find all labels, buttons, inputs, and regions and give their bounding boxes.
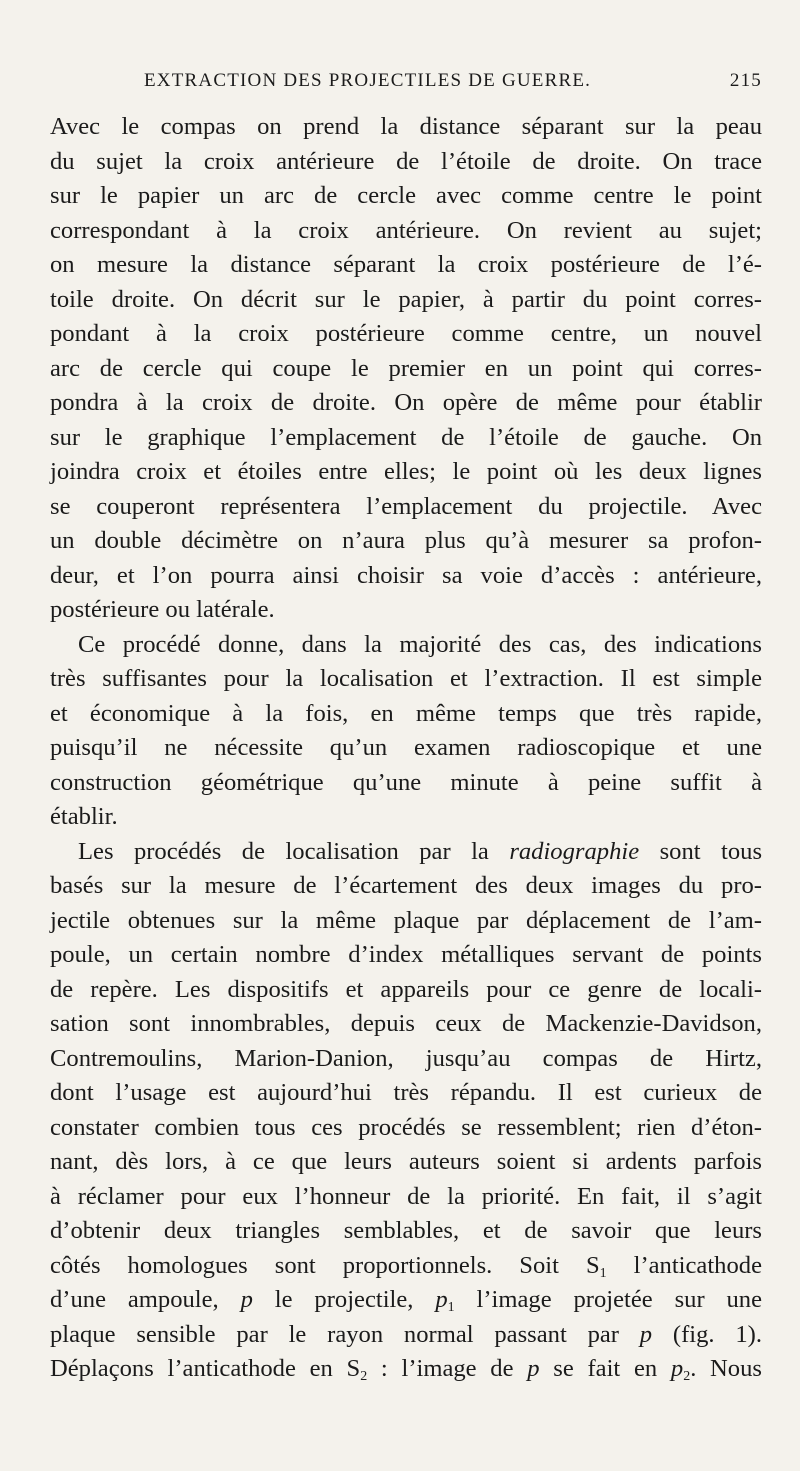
text-segment: d’une ampoule, (50, 1286, 219, 1313)
text-line (50, 1352, 762, 1387)
text-line: un double décimètre on n’aura plus qu’à mesurer sa profon- (50, 527, 762, 554)
italic-term: radiographie (509, 837, 640, 865)
text-line: construction géométrique qu’une minute à peine suffit à (50, 768, 762, 796)
italic-symbol: p (670, 1355, 684, 1382)
text-line (50, 835, 762, 870)
text-line: deur, et l’on pourra ainsi choisir sa voie d’accès : antérieure, (50, 561, 762, 589)
text-line: sur le graphique l’emplacement de l’étoile de gauche. On (50, 423, 762, 451)
text-line (50, 1318, 762, 1353)
text-segment: Déplaçons l’anticathode en S (50, 1355, 361, 1382)
text-line-content: Ce procédé donne, dans la majorité des cas, des indications (78, 630, 762, 658)
text-segment: l’anticathode (606, 1251, 762, 1279)
text-line (50, 628, 762, 663)
text-segment: (fig. 1). (672, 1320, 762, 1348)
text-line: du sujet la croix antérieure de l’étoile de droite. On trace (50, 147, 762, 175)
text-line: d’obtenir deux triangles semblables, et de savoir que leurs (50, 1217, 762, 1244)
text-line: à réclamer pour eux l’honneur de la priorité. En fait, il s’agit (50, 1182, 762, 1210)
text-segment: côtés homologues sont proportionnels. Soit S (50, 1251, 600, 1279)
text-line: poule, un certain nombre d’index métalliques servant de points (50, 941, 762, 968)
text-segment: l’image projetée sur une (476, 1286, 763, 1313)
text-line (50, 1283, 762, 1318)
text-line: postérieure ou latérale. (50, 596, 275, 623)
text-line: et économique à la fois, en même temps que très rapide, (50, 699, 762, 727)
text-line: pondra à la croix de droite. On opère de même pour établir (50, 389, 762, 416)
text-line: sur le papier un arc de cercle avec comme centre le point (50, 182, 762, 209)
text-segment: : l’image de (367, 1355, 514, 1382)
text-line: on mesure la distance séparant la croix postérieure de l’é- (50, 251, 762, 278)
text-segment: le projectile, (274, 1286, 414, 1313)
text-line: Avec le compas on prend la distance séparant sur la peau (50, 113, 762, 140)
subscript: 1 (447, 1300, 455, 1315)
text-line: nant, dès lors, à ce que leurs auteurs soient si ardents parfois (50, 1148, 762, 1175)
text-segment: se fait en (553, 1355, 658, 1382)
text-segment: . Nous (690, 1355, 762, 1382)
text-line: se couperont représentera l’emplacement du projectile. Avec (50, 492, 762, 520)
text-line: basés sur la mesure de l’écartement des deux images du pro- (50, 872, 762, 899)
text-line: très suffisantes pour la localisation et l’extraction. Il est simple (50, 665, 762, 692)
page-number: 215 (729, 70, 762, 91)
text-line: constater combien tous ces procédés se ressemblent; rien d’éton- (50, 1113, 762, 1141)
page-body (50, 110, 762, 1387)
italic-symbol: p (527, 1355, 540, 1382)
text-segment: plaque sensible par le rayon normal passant par (50, 1320, 619, 1348)
italic-symbol: p (435, 1286, 448, 1313)
text-line: dont l’usage est aujourd’hui très répandu. Il est curieux de (50, 1079, 762, 1106)
text-segment: sont tous (659, 837, 763, 865)
text-segment: Les procédés de localisation par la (78, 837, 489, 865)
subscript: 2 (360, 1369, 368, 1384)
text-line: puisqu’il ne nécessite qu’un examen radioscopique et une (50, 734, 762, 761)
text-line: établir. (50, 803, 118, 830)
text-line: Contremoulins, Marion-Danion, jusqu’au compas de Hirtz, (50, 1044, 762, 1072)
header-title: EXTRACTION DES PROJECTILES DE GUERRE. (144, 70, 592, 91)
text-line: jectile obtenues sur la même plaque par déplacement de l’am- (50, 906, 762, 934)
text-line: de repère. Les dispositifs et appareils pour ce genre de locali- (50, 975, 762, 1003)
running-header (144, 70, 762, 100)
italic-symbol: p (240, 1286, 253, 1313)
text-line: sation sont innombrables, depuis ceux de Mackenzie-Davidson, (50, 1010, 762, 1037)
text-line: correspondant à la croix antérieure. On revient au sujet; (50, 216, 762, 244)
text-line (50, 1249, 762, 1284)
text-line: toile droite. On décrit sur le papier, à partir du point corres- (50, 285, 762, 313)
text-line: pondant à la croix postérieure comme centre, un nouvel (50, 320, 762, 347)
text-line: joindra croix et étoiles entre elles; le point où les deux lignes (50, 458, 762, 485)
text-line: arc de cercle qui coupe le premier en un point qui corres- (50, 354, 762, 382)
subscript: 2 (683, 1369, 691, 1384)
subscript: 1 (599, 1265, 607, 1281)
italic-symbol: p (639, 1320, 653, 1348)
